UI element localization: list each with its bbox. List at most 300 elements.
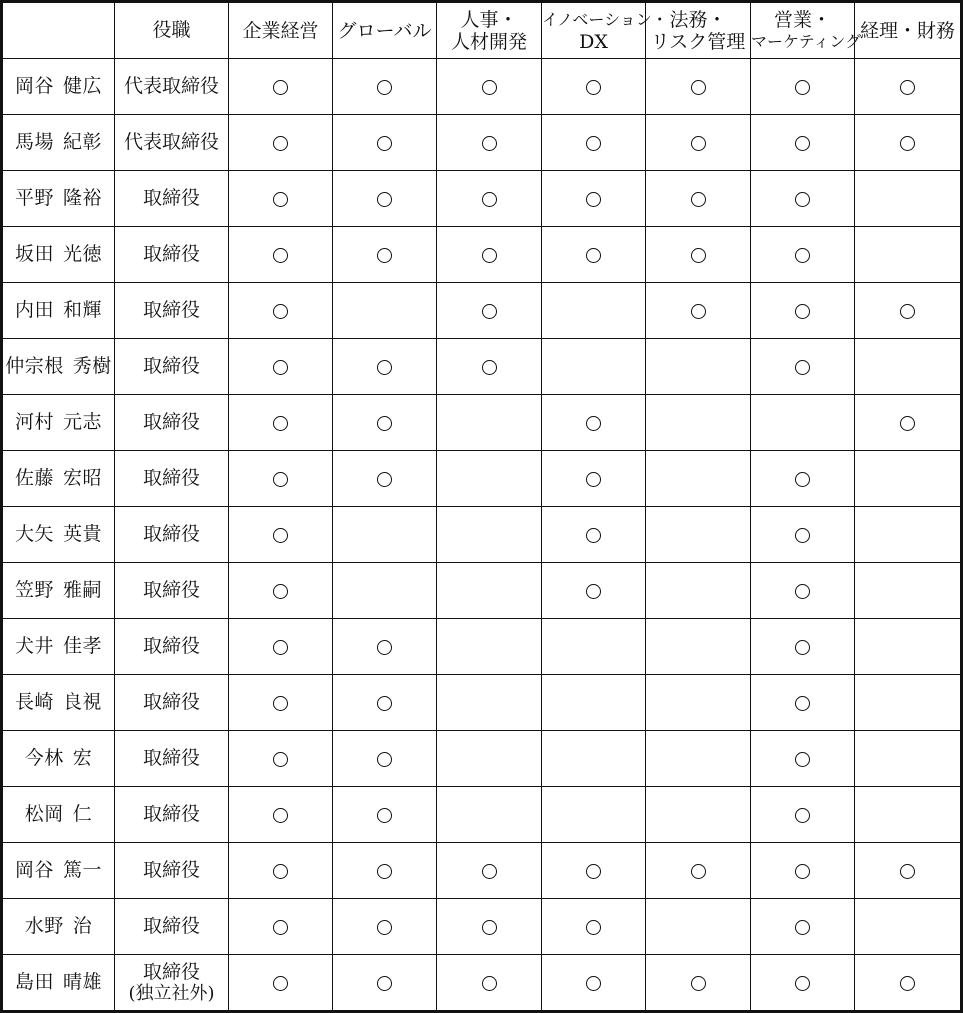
skill-cell (542, 451, 646, 507)
header-skill-global (333, 2, 437, 59)
director-name-cell (2, 451, 115, 507)
skill-mark-icon (795, 752, 810, 767)
skill-cell (437, 395, 542, 451)
skill-cell (229, 171, 333, 227)
skill-cell (229, 563, 333, 619)
skill-mark-icon (482, 304, 497, 319)
skill-mark-icon (795, 696, 810, 711)
skill-cell (437, 675, 542, 731)
header-skill-line: 人材開発 (450, 30, 527, 53)
director-given-name: 和輝 (63, 299, 103, 322)
skill-cell (646, 227, 751, 283)
director-name-cell (2, 339, 115, 395)
skill-mark-icon (377, 360, 392, 375)
skill-mark-icon (795, 472, 810, 487)
header-skill-line: DX (579, 30, 608, 53)
table-row (2, 731, 962, 787)
skill-mark-icon (900, 864, 915, 879)
skill-cell (542, 395, 646, 451)
skill-mark-icon (273, 920, 288, 935)
header-role: 役職 (115, 2, 229, 59)
skill-cell (542, 731, 646, 787)
skill-cell (542, 227, 646, 283)
director-name-cell (2, 171, 115, 227)
table-row (2, 283, 962, 339)
skill-cell (437, 899, 542, 955)
skill-mark-icon (273, 360, 288, 375)
director-role-text: (独立社外) (128, 982, 215, 1004)
director-family-name: 犬井 (14, 635, 54, 658)
skill-cell (333, 395, 437, 451)
skill-cell (437, 619, 542, 675)
director-given-name: 宏 (72, 747, 93, 770)
skill-mark-icon (273, 752, 288, 767)
skill-mark-icon (273, 696, 288, 711)
director-role-cell (115, 115, 229, 171)
skill-mark-icon (377, 808, 392, 823)
skill-cell (751, 59, 855, 115)
table-row (2, 563, 962, 619)
table-row (2, 171, 962, 227)
director-given-name: 英貴 (63, 523, 103, 546)
director-name-cell (2, 563, 115, 619)
skill-cell (229, 955, 333, 1012)
skill-cell (437, 787, 542, 843)
director-name-cell (2, 899, 115, 955)
skill-cell (229, 227, 333, 283)
skill-mark-icon (273, 416, 288, 431)
skill-cell (646, 731, 751, 787)
skill-mark-icon (273, 640, 288, 655)
skill-mark-icon (691, 192, 706, 207)
director-family-name: 水野 (24, 915, 64, 938)
skill-mark-icon (273, 192, 288, 207)
skill-cell (229, 619, 333, 675)
skill-mark-icon (482, 360, 497, 375)
table-row (2, 451, 962, 507)
table-row (2, 843, 962, 899)
director-role-text: 取締役 (142, 803, 200, 825)
director-given-name: 宏昭 (63, 467, 103, 490)
skill-cell (542, 955, 646, 1012)
director-name-cell (2, 59, 115, 115)
director-name-cell (2, 731, 115, 787)
skill-cell (229, 731, 333, 787)
director-role-text: 取締役 (142, 299, 200, 321)
director-given-name: 元志 (63, 411, 103, 434)
skill-mark-icon (377, 752, 392, 767)
skill-cell (542, 339, 646, 395)
director-role-text: 取締役 (142, 187, 200, 209)
director-family-name: 馬場 (14, 131, 54, 154)
skill-mark-icon (691, 136, 706, 151)
director-role-cell (115, 955, 229, 1012)
skill-cell (646, 787, 751, 843)
skill-mark-icon (377, 416, 392, 431)
skill-mark-icon (482, 248, 497, 263)
skill-mark-icon (795, 304, 810, 319)
director-given-name: 仁 (72, 803, 93, 826)
skill-mark-icon (795, 528, 810, 543)
skill-cell (437, 507, 542, 563)
director-role-cell (115, 899, 229, 955)
skill-cell (437, 171, 542, 227)
header-skill-corporate-management (229, 2, 333, 59)
skill-cell (855, 227, 962, 283)
header-skill-line: グローバル (337, 19, 432, 42)
director-name-cell (2, 787, 115, 843)
skill-cell (855, 563, 962, 619)
skill-mark-icon (586, 192, 601, 207)
director-family-name: 笠野 (14, 579, 54, 602)
skill-mark-icon (377, 136, 392, 151)
director-role-text: 取締役 (142, 747, 200, 769)
skill-mark-icon (586, 920, 601, 935)
skill-mark-icon (795, 360, 810, 375)
skill-mark-icon (900, 304, 915, 319)
skill-cell (855, 619, 962, 675)
table-row (2, 787, 962, 843)
director-role-cell (115, 59, 229, 115)
skill-mark-icon (586, 864, 601, 879)
skill-mark-icon (586, 976, 601, 991)
header-skill-line: 経理・財務 (859, 19, 955, 42)
skill-cell (542, 507, 646, 563)
skill-mark-icon (586, 416, 601, 431)
director-role-cell (115, 563, 229, 619)
director-role-text: 取締役 (142, 691, 200, 713)
skill-mark-icon (273, 864, 288, 879)
skill-cell (229, 115, 333, 171)
director-role-cell (115, 787, 229, 843)
director-family-name: 岡谷 (14, 859, 54, 882)
skill-cell (542, 283, 646, 339)
header-skill-hr (437, 2, 542, 59)
director-name-cell (2, 283, 115, 339)
skill-cell (333, 507, 437, 563)
skill-mark-icon (795, 976, 810, 991)
skill-cell (646, 395, 751, 451)
director-role-cell (115, 451, 229, 507)
skill-cell (855, 787, 962, 843)
skill-cell (229, 283, 333, 339)
skill-cell (437, 451, 542, 507)
skill-cell (646, 899, 751, 955)
skill-mark-icon (795, 80, 810, 95)
skill-mark-icon (273, 472, 288, 487)
skill-cell (542, 115, 646, 171)
skill-cell (333, 59, 437, 115)
skill-cell (855, 171, 962, 227)
table-row (2, 395, 962, 451)
director-role-text: 取締役 (142, 523, 200, 545)
skill-cell (229, 787, 333, 843)
skill-cell (646, 507, 751, 563)
director-role-text: 取締役 (142, 579, 200, 601)
header-row (2, 2, 962, 59)
skill-mark-icon (377, 80, 392, 95)
director-role-cell (115, 731, 229, 787)
skill-mark-icon (273, 808, 288, 823)
skill-mark-icon (482, 864, 497, 879)
skill-cell (229, 843, 333, 899)
skill-cell (751, 507, 855, 563)
director-family-name: 長崎 (14, 691, 54, 714)
skill-mark-icon (273, 248, 288, 263)
table-row (2, 227, 962, 283)
skill-cell (542, 843, 646, 899)
skill-cell (542, 563, 646, 619)
director-given-name: 篤一 (63, 859, 103, 882)
skill-cell (646, 171, 751, 227)
skill-mark-icon (482, 976, 497, 991)
skill-mark-icon (482, 920, 497, 935)
skill-mark-icon (900, 416, 915, 431)
header-skill-line: イノベーション・ (542, 9, 668, 29)
director-name-cell (2, 395, 115, 451)
director-family-name: 佐藤 (14, 467, 54, 490)
skill-cell (333, 339, 437, 395)
skill-cell (229, 395, 333, 451)
header-skill-line: マーケティング (751, 31, 862, 51)
director-given-name: 雅嗣 (63, 579, 103, 602)
skill-mark-icon (482, 80, 497, 95)
skill-cell (229, 339, 333, 395)
director-family-name: 仲宗根 (5, 355, 64, 378)
director-role-cell (115, 283, 229, 339)
table-row (2, 675, 962, 731)
skill-mark-icon (377, 248, 392, 263)
skill-mark-icon (586, 584, 601, 599)
director-role-text: 代表取締役 (123, 131, 219, 153)
skill-cell (751, 115, 855, 171)
skill-cell (333, 283, 437, 339)
skill-cell (437, 115, 542, 171)
director-given-name: 紀彰 (63, 131, 103, 154)
skill-mark-icon (586, 136, 601, 151)
director-role-cell (115, 507, 229, 563)
skill-cell (751, 675, 855, 731)
skill-cell (229, 507, 333, 563)
skill-mark-icon (691, 304, 706, 319)
table-row (2, 339, 962, 395)
skill-cell (751, 563, 855, 619)
director-name-cell (2, 675, 115, 731)
skill-mark-icon (377, 192, 392, 207)
director-given-name: 光徳 (63, 243, 103, 266)
director-given-name: 隆裕 (63, 187, 103, 210)
skill-mark-icon (273, 80, 288, 95)
skill-mark-icon (691, 80, 706, 95)
skill-mark-icon (795, 584, 810, 599)
skill-cell (646, 843, 751, 899)
director-family-name: 島田 (14, 971, 54, 994)
skill-mark-icon (691, 864, 706, 879)
skill-mark-icon (900, 136, 915, 151)
matrix-body (2, 59, 962, 1012)
skill-mark-icon (586, 528, 601, 543)
skill-mark-icon (377, 640, 392, 655)
skill-cell (646, 59, 751, 115)
skill-cell (229, 675, 333, 731)
director-given-name: 治 (72, 915, 93, 938)
skill-cell (333, 955, 437, 1012)
skill-mark-icon (691, 976, 706, 991)
skill-cell (437, 283, 542, 339)
director-family-name: 坂田 (14, 243, 54, 266)
skill-mark-icon (377, 920, 392, 935)
skill-mark-icon (377, 864, 392, 879)
skill-cell (751, 171, 855, 227)
skill-cell (437, 227, 542, 283)
director-role-cell (115, 843, 229, 899)
skill-cell (333, 563, 437, 619)
skill-cell (333, 115, 437, 171)
skill-cell (646, 451, 751, 507)
director-name-cell (2, 843, 115, 899)
director-family-name: 平野 (14, 187, 54, 210)
skill-mark-icon (377, 472, 392, 487)
skill-cell (751, 843, 855, 899)
skill-cell (542, 59, 646, 115)
skill-cell (646, 283, 751, 339)
director-role-text: 取締役 (142, 960, 200, 983)
skill-cell (542, 675, 646, 731)
table-row (2, 899, 962, 955)
skill-cell (542, 619, 646, 675)
director-role-text: 取締役 (142, 411, 200, 433)
skill-cell (751, 619, 855, 675)
skill-mark-icon (586, 248, 601, 263)
skill-cell (646, 563, 751, 619)
director-name-cell (2, 507, 115, 563)
header-skill-accounting-finance (855, 2, 962, 59)
header-skill-line: 法務・ (669, 8, 727, 31)
skill-cell (646, 115, 751, 171)
skill-cell (333, 675, 437, 731)
skill-cell (333, 451, 437, 507)
director-role-cell (115, 171, 229, 227)
header-corner-cell (2, 2, 115, 59)
skill-cell (229, 451, 333, 507)
skill-cell (229, 899, 333, 955)
skill-cell (751, 451, 855, 507)
skill-cell (646, 339, 751, 395)
header-skill-line: 人事・ (460, 8, 518, 31)
header-skill-line: 企業経営 (242, 19, 319, 42)
director-given-name: 秀樹 (72, 355, 112, 378)
skill-cell (646, 955, 751, 1012)
skill-mark-icon (795, 192, 810, 207)
director-family-name: 河村 (14, 411, 54, 434)
skill-cell (751, 227, 855, 283)
skill-cell (855, 507, 962, 563)
skill-cell (646, 619, 751, 675)
header-skill-sales-marketing (751, 2, 862, 59)
skill-cell (855, 731, 962, 787)
director-role-cell (115, 339, 229, 395)
director-role-text: 取締役 (142, 243, 200, 265)
director-role-text: 取締役 (142, 355, 200, 377)
table-row (2, 955, 962, 1012)
skill-mark-icon (795, 136, 810, 151)
skill-cell (437, 731, 542, 787)
director-role-text: 代表取締役 (123, 75, 219, 97)
skill-cell (855, 955, 962, 1012)
director-role-cell (115, 227, 229, 283)
director-role-cell (115, 395, 229, 451)
table-row (2, 115, 962, 171)
director-name-cell (2, 619, 115, 675)
skill-mark-icon (795, 808, 810, 823)
skill-cell (646, 675, 751, 731)
header-skill-line: リスク管理 (650, 30, 746, 53)
director-name-cell (2, 227, 115, 283)
skill-mark-icon (273, 304, 288, 319)
director-family-name: 内田 (14, 299, 54, 322)
skill-cell (542, 787, 646, 843)
director-name-cell (2, 955, 115, 1012)
skill-mark-icon (795, 920, 810, 935)
skill-mark-icon (482, 136, 497, 151)
skill-mark-icon (795, 864, 810, 879)
director-given-name: 健広 (63, 75, 103, 98)
director-family-name: 松岡 (24, 803, 64, 826)
skill-cell (437, 59, 542, 115)
skill-cell (751, 899, 855, 955)
skill-mark-icon (377, 976, 392, 991)
skill-cell (751, 787, 855, 843)
skill-cell (542, 171, 646, 227)
skill-cell (855, 899, 962, 955)
skill-cell (855, 59, 962, 115)
skill-mark-icon (377, 696, 392, 711)
director-role-text: 取締役 (142, 915, 200, 937)
skill-cell (855, 339, 962, 395)
skill-cell (751, 955, 855, 1012)
skill-cell (751, 731, 855, 787)
skill-cell (751, 339, 855, 395)
table-row (2, 507, 962, 563)
skill-cell (855, 675, 962, 731)
skill-cell (333, 731, 437, 787)
director-name-cell (2, 115, 115, 171)
skill-cell (855, 283, 962, 339)
skill-cell (751, 283, 855, 339)
director-role-text: 取締役 (142, 467, 200, 489)
skill-mark-icon (900, 976, 915, 991)
skill-cell (437, 843, 542, 899)
skill-cell (333, 899, 437, 955)
skill-cell (855, 843, 962, 899)
director-role-cell (115, 675, 229, 731)
director-role-text: 取締役 (142, 859, 200, 881)
skill-cell (855, 395, 962, 451)
header-skill-innovation-dx (542, 2, 668, 59)
skill-cell (333, 843, 437, 899)
director-family-name: 岡谷 (14, 75, 54, 98)
director-role-text: 取締役 (142, 635, 200, 657)
skill-cell (751, 395, 855, 451)
skill-cell (333, 787, 437, 843)
skill-cell (437, 339, 542, 395)
skill-mark-icon (586, 80, 601, 95)
skill-mark-icon (691, 248, 706, 263)
table-row (2, 59, 962, 115)
skill-mark-icon (273, 528, 288, 543)
header-skill-line: 営業・ (773, 8, 831, 31)
director-given-name: 晴雄 (63, 971, 103, 994)
